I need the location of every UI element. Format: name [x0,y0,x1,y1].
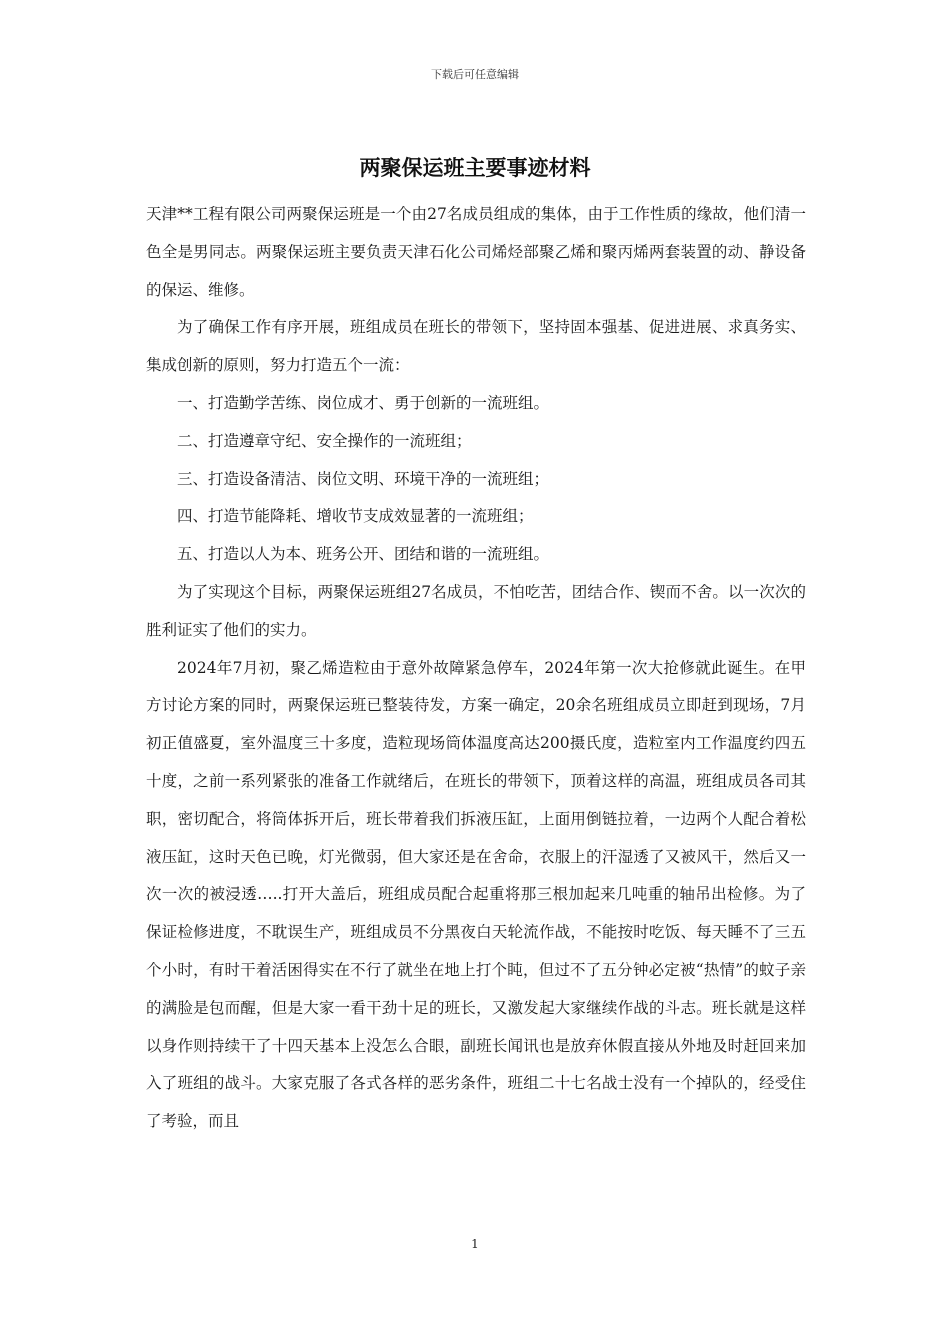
list-item-goal-5: 五、打造以人为本、班务公开、团结和谐的一流班组。 [177,545,550,564]
list-item-goal-3: 三、打造设备清洁、岗位文明、环境干净的一流班组； [177,469,550,488]
list-item-goal-2: 二、打造遵章守纪、安全操作的一流班组； [177,431,472,450]
list-item-goal-1: 一、打造勤学苦练、岗位成才、勇于创新的一流班组。 [177,393,550,412]
document-title: 两聚保运班主要事迹材料 [359,155,591,180]
paragraph-principles: 为了确保工作有序开展，班组成员在班长的带领下，坚持固本强基、促进进展、求真务实、集成创新的原则，努力打造五个一流： [146,318,806,375]
page-number: 1 [471,1237,479,1251]
paragraph-repair-story: 2024年7月初，聚乙烯造粒由于意外故障紧急停车，2024年第一次大抢修就此诞生。在甲方讨论方案的同时，两聚保运班已整装待发，方案一确定，20余名班组成员立即赶到现场，7月初正值盛夏，室外温度三十多度，造粒现场筒体温度高达200摄氏度，造粒室内工作温度约四五十度，之前一系列紧张的准备工作就绪后，在班长的带领下，顶着这样的高温，班组成员各司其职，密切配合，将筒体拆开后，班长带着我们拆液压缸，上面用倒链拉着，一边两个人配合着松液压缸，这时天色已晚，灯光微弱，但大家还是在舍命，衣服上的汗湿透了又被风干，然后又一次一次的被浸透…..打开大盖后，班组成员配合起重将那三根加起来几吨重的轴吊出检修。为了保证检修进度，不耽误生产，班组成员不分黑夜白天轮流作战，不能按时吃饭、每天睡不了三五个小时，有时干着活困得实在不行了就坐在地上打个盹，但过不了五分钟必定被“热情”的蚊子亲的满脸是包而醒，但是大家一看干劲十足的班长，又激发起大家继续作战的斗志。班长就是这样以身作则持续干了十四天基本上没怎么合眼，副班长闻讯也是放弃休假直接从外地及时赶回来加入了班组的战斗。大家克服了各式各样的恶劣条件，班组二十七名战士没有一个掉队的，经受住了考验，而且 [146,658,806,1131]
page-header-note: 下载后可任意编辑 [431,68,519,81]
paragraph-intro: 天津**工程有限公司两聚保运班是一个由27名成员组成的集体，由于工作性质的缘故，他们清一色全是男同志。两聚保运班主要负责天津石化公司烯烃部聚乙烯和聚丙烯两套装置的动、静设备的保运、维修。 [146,205,806,299]
list-item-goal-4: 四、打造节能降耗、增收节支成效显著的一流班组； [177,507,534,526]
document-body [146,196,806,1141]
paragraph-target: 为了实现这个目标，两聚保运班组27名成员，不怕吃苦，团结合作、锲而不舍。以一次次的胜利证实了他们的实力。 [146,582,806,639]
